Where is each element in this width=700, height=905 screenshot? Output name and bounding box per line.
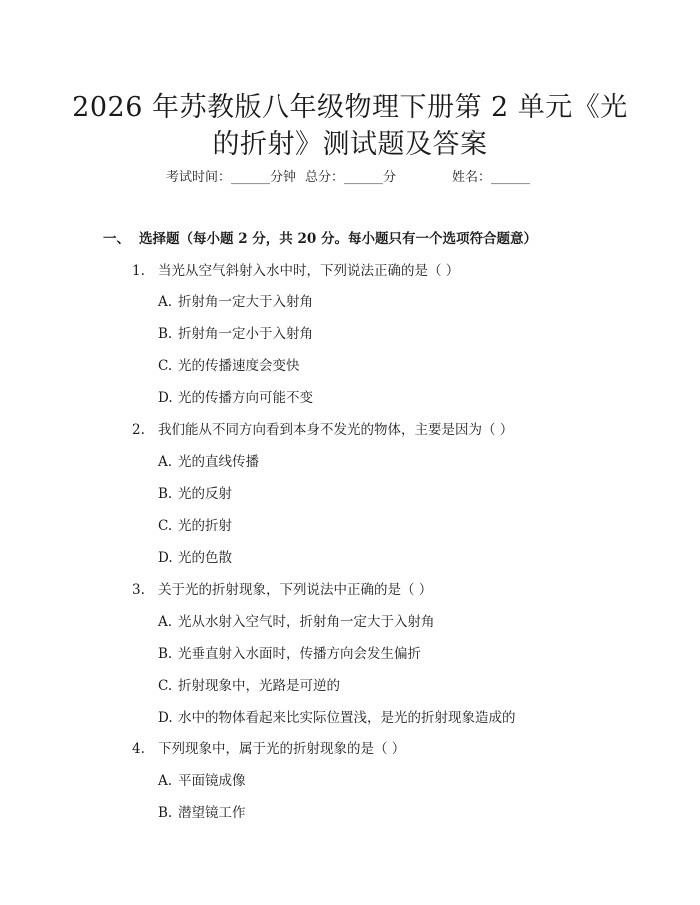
option-label: A.	[158, 454, 173, 470]
option-label: B.	[158, 646, 173, 662]
option-label: C.	[158, 358, 173, 374]
option-text: 水中的物体看起来比实际位置浅，是光的折射现象造成的	[178, 710, 516, 726]
question-text: 下列现象中，属于光的折射现象的是（ ）	[158, 741, 406, 757]
option-label: D.	[158, 550, 173, 566]
question-2-option-b	[158, 484, 658, 504]
question-1-option-b	[158, 324, 658, 344]
option-text: 光垂直射入水面时，传播方向会发生偏折	[178, 646, 421, 662]
option-text: 光的反射	[178, 486, 232, 502]
question-number: 2.	[132, 422, 145, 438]
question-number: 3.	[132, 582, 145, 598]
question-3-option-d	[158, 708, 658, 728]
option-label: D.	[158, 710, 173, 726]
question-3-option-c	[158, 676, 658, 696]
question-text: 关于光的折射现象，下列说法中正确的是（ ）	[158, 582, 433, 598]
option-label: B.	[158, 805, 173, 821]
question-1-option-a	[158, 292, 658, 312]
option-text: 平面镜成像	[178, 773, 246, 789]
option-label: C.	[158, 678, 173, 694]
exam-time-field: 考试时间：______分钟	[166, 170, 297, 185]
question-2-option-d	[158, 548, 658, 568]
total-score-field: 总分：______分	[305, 170, 397, 185]
section-title: 选择题（每小题 2 分，共 20 分。每小题只有一个选项符合题意）	[139, 231, 537, 247]
question-1-option-d	[158, 388, 658, 408]
option-text: 折射角一定大于入射角	[178, 294, 313, 310]
question-4-option-a	[158, 771, 658, 791]
option-label: C.	[158, 518, 173, 534]
option-text: 光的直线传播	[178, 454, 259, 470]
option-text: 折射角一定小于入射角	[178, 326, 313, 342]
option-text: 折射现象中，光路是可逆的	[178, 678, 340, 694]
document-title-line-2: 的折射》测试题及答案	[212, 129, 488, 160]
option-label: B.	[158, 486, 173, 502]
option-text: 光的色散	[178, 550, 232, 566]
section-heading	[103, 229, 537, 249]
option-text: 光的传播速度会变快	[178, 358, 300, 374]
name-field: 姓名：______	[452, 170, 531, 185]
option-label: A.	[158, 294, 173, 310]
question-3-option-a	[158, 612, 658, 632]
question-4-option-b	[158, 803, 658, 823]
question-number: 4.	[132, 741, 145, 757]
question-2-option-a	[158, 452, 658, 472]
option-label: D.	[158, 390, 173, 406]
question-text: 当光从空气斜射入水中时，下列说法正确的是（ ）	[158, 263, 460, 279]
document-title-line-1: 2026 年苏教版八年级物理下册第 2 单元《光	[72, 92, 628, 123]
option-label: B.	[158, 326, 173, 342]
option-text: 潜望镜工作	[178, 805, 246, 821]
option-text: 光的传播方向可能不变	[178, 390, 313, 406]
question-1-option-c	[158, 356, 658, 376]
option-text: 光从水射入空气时，折射角一定大于入射角	[178, 614, 435, 630]
question-2-option-c	[158, 516, 658, 536]
question-3-option-b	[158, 644, 658, 664]
option-label: A.	[158, 614, 173, 630]
question-text: 我们能从不同方向看到本身不发光的物体，主要是因为（ ）	[158, 422, 514, 438]
question-number: 1.	[132, 263, 145, 279]
option-label: A.	[158, 773, 173, 789]
section-number: 一、	[103, 231, 130, 247]
option-text: 光的折射	[178, 518, 232, 534]
